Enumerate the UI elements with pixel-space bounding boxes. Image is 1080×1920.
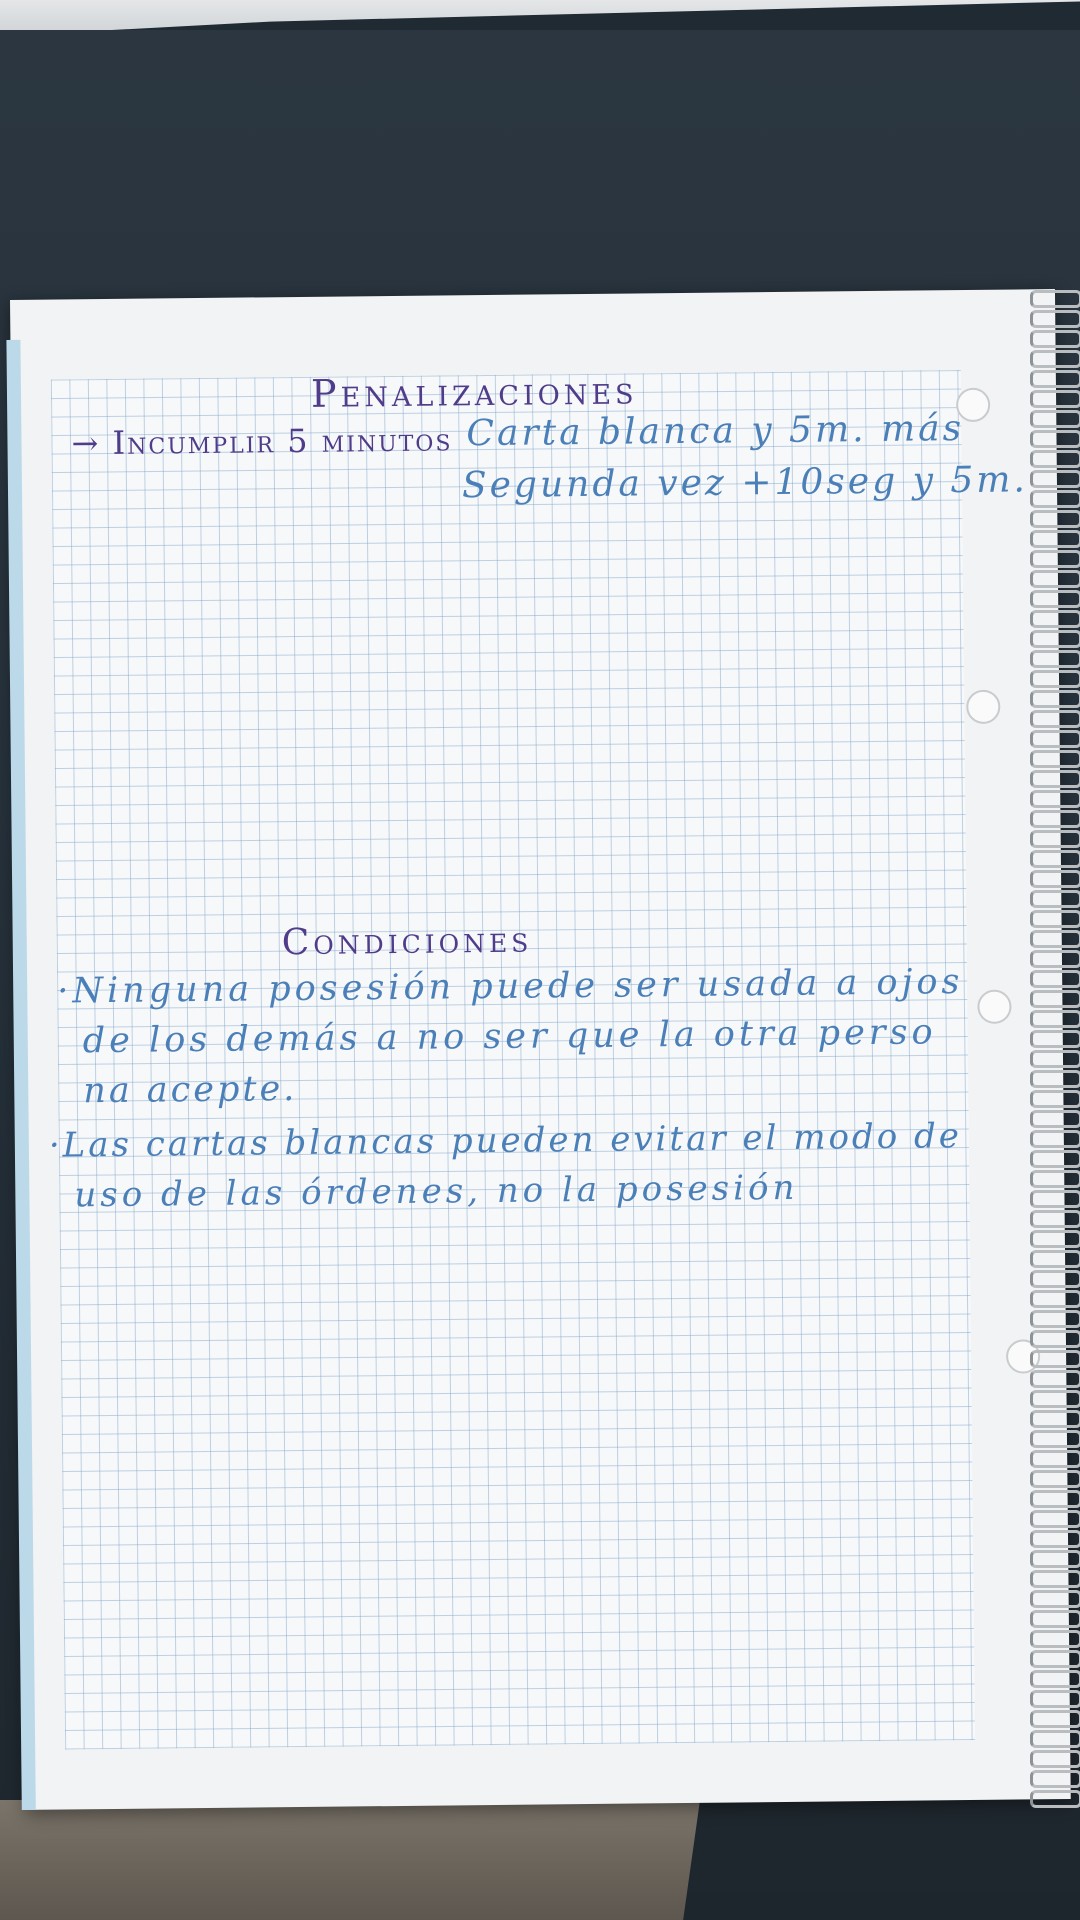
spiral-coil xyxy=(1030,1350,1080,1368)
spiral-coil xyxy=(1030,1570,1080,1588)
spiral-coil xyxy=(1030,1650,1080,1668)
spiral-coil xyxy=(1030,1630,1080,1648)
spiral-coil xyxy=(1030,510,1080,528)
spiral-coil xyxy=(1030,1670,1080,1688)
spiral-coil xyxy=(1030,1210,1080,1228)
notebook-page xyxy=(10,289,1071,1810)
condition-1-line-2: de los demás a no ser que la otra perso xyxy=(82,1012,937,1062)
spiral-coil xyxy=(1030,750,1080,768)
penalty-line-1: Carta blanca y 5m. más xyxy=(466,408,965,455)
spiral-coil xyxy=(1030,450,1080,468)
spiral-coil xyxy=(1030,850,1080,868)
spiral-coil xyxy=(1030,1250,1080,1268)
spiral-coil xyxy=(1030,1130,1080,1148)
spiral-coil xyxy=(1030,1390,1080,1408)
spiral-coil xyxy=(1030,970,1080,988)
spiral-coil xyxy=(1030,310,1080,328)
spiral-binding xyxy=(1030,290,1080,1820)
spiral-coil xyxy=(1030,1230,1080,1248)
spiral-coil xyxy=(1030,710,1080,728)
spiral-coil xyxy=(1030,1550,1080,1568)
spiral-coil xyxy=(1030,550,1080,568)
punch-hole xyxy=(966,690,1000,724)
spiral-coil xyxy=(1030,1290,1080,1308)
condition-2-line-2: uso de las órdenes, no la posesión xyxy=(74,1167,799,1216)
spiral-coil xyxy=(1030,1710,1080,1728)
spiral-coil xyxy=(1030,1750,1080,1768)
punch-hole xyxy=(977,990,1011,1024)
penalty-line-2: Segunda vez +10seg y 5m. xyxy=(461,459,1029,507)
condition-1-line-3: na acepte. xyxy=(83,1069,298,1112)
spiral-coil xyxy=(1030,1530,1080,1548)
condition-2-line-1: ·Las cartas blancas pueden evitar el modo de xyxy=(48,1116,963,1166)
spiral-coil xyxy=(1030,410,1080,428)
spiral-coil xyxy=(1030,1310,1080,1328)
spiral-coil xyxy=(1030,810,1080,828)
desk-bottom-object xyxy=(0,1800,700,1920)
spiral-coil xyxy=(1030,1490,1080,1508)
spiral-coil xyxy=(1030,1110,1080,1128)
spiral-coil xyxy=(1030,470,1080,488)
spiral-coil xyxy=(1030,1590,1080,1608)
condition-1-line-1: ·Ninguna posesión puede ser usada a ojos xyxy=(57,962,964,1012)
spiral-coil xyxy=(1030,1190,1080,1208)
spiral-coil xyxy=(1030,1170,1080,1188)
spiral-coil xyxy=(1030,490,1080,508)
spiral-coil xyxy=(1030,930,1080,948)
spiral-coil xyxy=(1030,1510,1080,1528)
spiral-coil xyxy=(1030,1690,1080,1708)
penalty-rule-label: → Incumplir 5 minutos xyxy=(71,420,453,463)
spiral-coil xyxy=(1030,1730,1080,1748)
spiral-coil xyxy=(1030,590,1080,608)
spiral-coil xyxy=(1030,870,1080,888)
spiral-coil xyxy=(1030,690,1080,708)
spiral-coil xyxy=(1030,890,1080,908)
section-title-condiciones: Condiciones xyxy=(281,919,533,964)
spiral-coil xyxy=(1030,650,1080,668)
spiral-coil xyxy=(1030,530,1080,548)
spiral-coil xyxy=(1030,830,1080,848)
spiral-coil xyxy=(1030,1270,1080,1288)
spiral-coil xyxy=(1030,630,1080,648)
spiral-coil xyxy=(1030,1610,1080,1628)
spiral-coil xyxy=(1030,390,1080,408)
spiral-coil xyxy=(1030,730,1080,748)
spiral-coil xyxy=(1030,1050,1080,1068)
spiral-coil xyxy=(1030,1070,1080,1088)
spiral-coil xyxy=(1030,1370,1080,1388)
section-title-penalizaciones: Penalizaciones xyxy=(310,368,638,416)
spiral-coil xyxy=(1030,430,1080,448)
spiral-coil xyxy=(1030,1010,1080,1028)
spiral-coil xyxy=(1030,1450,1080,1468)
spiral-coil xyxy=(1030,670,1080,688)
spiral-coil xyxy=(1030,910,1080,928)
spiral-coil xyxy=(1030,1770,1080,1788)
spiral-coil xyxy=(1030,290,1080,308)
spiral-coil xyxy=(1030,1470,1080,1488)
spiral-coil xyxy=(1030,350,1080,368)
spiral-coil xyxy=(1030,570,1080,588)
spiral-coil xyxy=(1030,1330,1080,1348)
spiral-coil xyxy=(1030,610,1080,628)
spiral-coil xyxy=(1030,1030,1080,1048)
spiral-coil xyxy=(1030,790,1080,808)
spiral-coil xyxy=(1030,330,1080,348)
spiral-coil xyxy=(1030,990,1080,1008)
spiral-coil xyxy=(1030,1090,1080,1108)
spiral-coil xyxy=(1030,370,1080,388)
spiral-coil xyxy=(1030,950,1080,968)
spiral-coil xyxy=(1030,1430,1080,1448)
spiral-coil xyxy=(1030,1790,1080,1808)
spiral-coil xyxy=(1030,1150,1080,1168)
spiral-coil xyxy=(1030,1410,1080,1428)
spiral-coil xyxy=(1030,770,1080,788)
